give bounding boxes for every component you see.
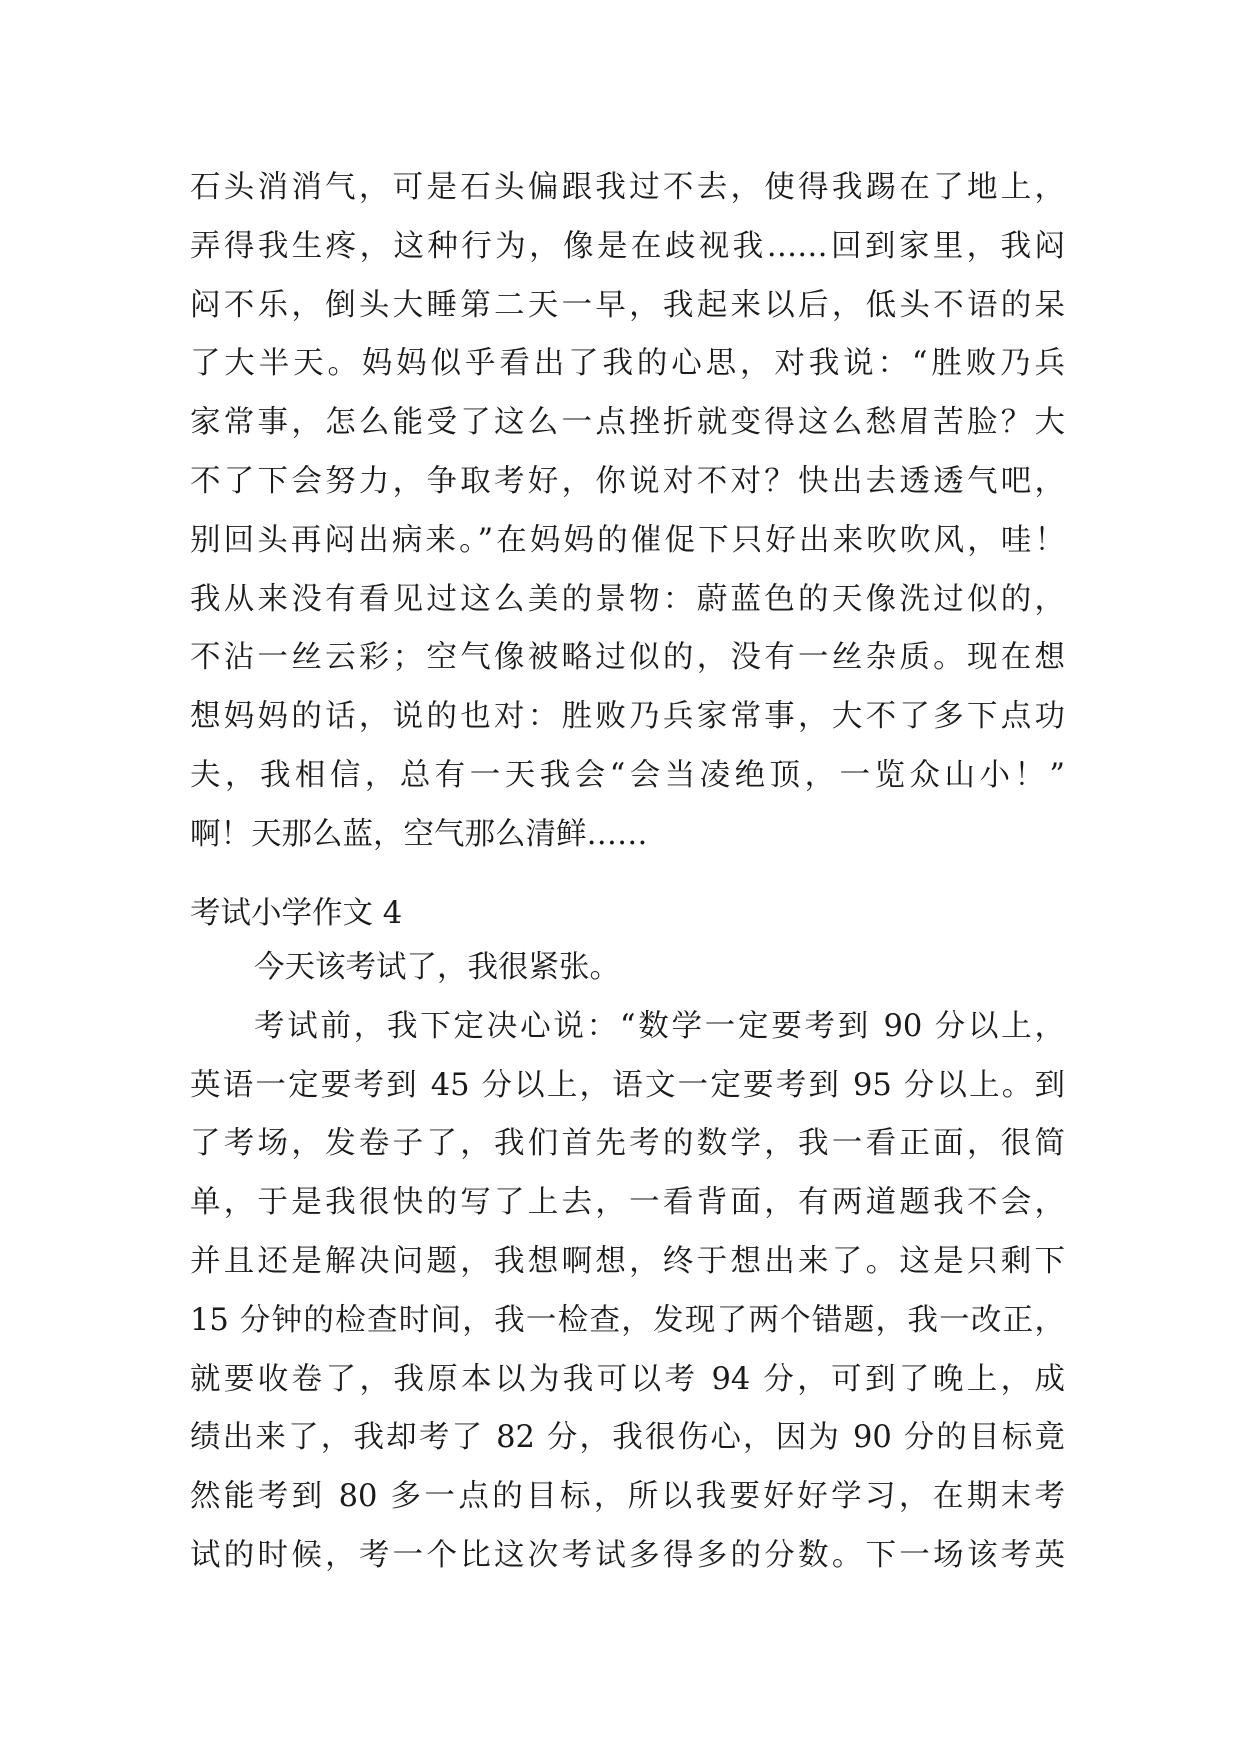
text-line: 弄得我生疼，这种行为，像是在歧视我……回到家里，我闷 bbox=[190, 228, 1065, 264]
text-line: 单，于是我很快的写了上去，一看背面，有两道题我不会， bbox=[190, 1185, 1065, 1221]
text-line: 然能考到 80 多一点的目标，所以我要好好学习，在期末考 bbox=[190, 1479, 1065, 1515]
text-line: 夫，我相信，总有一天我会“会当凌绝顶，一览众山小！” bbox=[190, 757, 1065, 793]
text-line: 绩出来了，我却考了 82 分，我很伤心，因为 90 分的目标竟 bbox=[190, 1420, 1065, 1456]
text-line: 闷不乐，倒头大睡第二天一早，我起来以后，低头不语的呆 bbox=[190, 287, 1065, 323]
text-line: 试的时候，考一个比这次考试多得多的分数。下一场该考英 bbox=[190, 1537, 1065, 1573]
text-line: 家常事，怎么能受了这么一点挫折就变得这么愁眉苦脸？大 bbox=[190, 405, 1065, 441]
text-line: 了考场，发卷子了，我们首先考的数学，我一看正面，很简 bbox=[190, 1126, 1065, 1162]
text-line: 石头消消气，可是石头偏跟我过不去，使得我踢在了地上， bbox=[190, 170, 1065, 205]
essay-4-body bbox=[190, 939, 1065, 1586]
text-line: 别回头再闷出病来。”在妈妈的催促下只好出来吹吹风，哇！ bbox=[190, 522, 1065, 558]
paragraph-first-line: 考试前，我下定决心说：“数学一定要考到 90 分以上， bbox=[254, 1008, 1065, 1044]
text-line: 想妈妈的话，说的也对：胜败乃兵家常事，大不了多下点功 bbox=[190, 699, 1065, 735]
text-line: 不了下会努力，争取考好，你说对不对？快出去透透气吧， bbox=[190, 463, 1065, 499]
text-line: 啊！天那么蓝，空气那么清鲜…… bbox=[190, 816, 648, 852]
section-heading-text: 考试小学作文 4 bbox=[190, 896, 403, 931]
text-line: 就要收卷了，我原本以为我可以考 94 分，可到了晚上，成 bbox=[190, 1361, 1065, 1397]
section-heading bbox=[190, 885, 1065, 944]
paragraph-first-line: 今天该考试了，我很紧张。 bbox=[254, 950, 620, 985]
text-line: 15 分钟的检查时间，我一检查，发现了两个错题，我一改正， bbox=[190, 1302, 1065, 1338]
text-line: 英语一定要考到 45 分以上，语文一定要考到 95 分以上。到 bbox=[190, 1067, 1065, 1103]
text-line: 不沾一丝云彩；空气像被略过似的，没有一丝杂质。现在想 bbox=[190, 640, 1065, 676]
text-line: 了大半天。妈妈似乎看出了我的心思，对我说：“胜败乃兵 bbox=[190, 346, 1065, 382]
essay-continuation-paragraph bbox=[190, 159, 1065, 865]
text-line: 并且还是解决问题，我想啊想，终于想出来了。这是只剩下 bbox=[190, 1243, 1065, 1279]
text-line: 我从来没有看见过这么美的景物：蔚蓝色的天像洗过似的， bbox=[190, 581, 1065, 617]
